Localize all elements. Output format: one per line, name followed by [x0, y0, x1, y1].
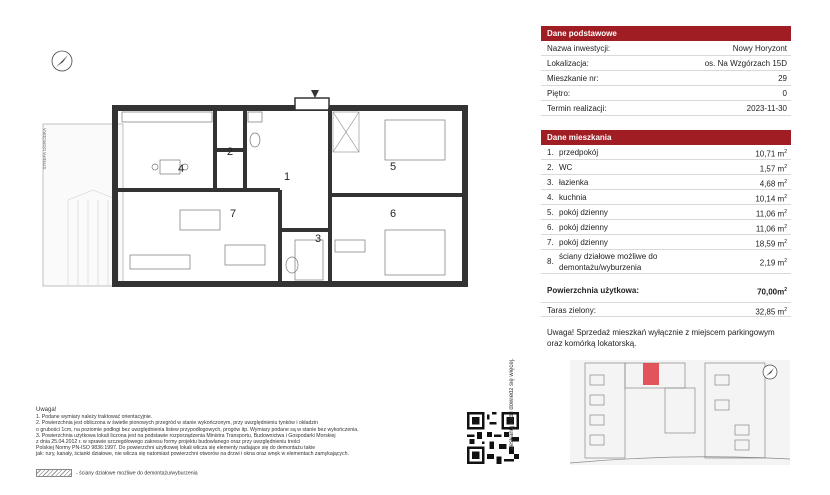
- info-row-apartment-number: Mieszkanie nr: 29: [541, 71, 791, 86]
- compass-icon: [52, 51, 72, 71]
- room-row: 8. ściany działowe możliwe do demontażu/wyburzenia 2,19 $m^2$: [541, 250, 791, 274]
- room-row: 1. przedpokój 10,71 $m^2$: [541, 145, 791, 160]
- room-number: 2: [227, 146, 234, 158]
- terrace-row: Taras zielony: 32,85 $m^2$: [541, 302, 791, 317]
- room-number: 4: [178, 163, 185, 175]
- room-row: 5. pokój dzienny 11,06 $m^2$: [541, 205, 791, 220]
- apartment-location-highlight: [643, 363, 659, 385]
- room-number: 3: [315, 233, 322, 245]
- note-line: z dnia 25.04.2012 r. w sprawie szczegółowego zakresu formy projektu budowlanego oraz przy uwzględnieniu treści: [36, 439, 301, 446]
- note-line: Polskiej Normy PN-ISO 9836:1997. Do powierzchni użytkowej lokali wlicza się elementy nadające się do demontażu takie: [36, 445, 316, 452]
- info-row-floor: Piętro: 0: [541, 86, 791, 101]
- apartment-data-header: Dane mieszkania: [541, 130, 791, 145]
- info-row-location: Lokalizacja: os. Na Wzgórzach 15D: [541, 56, 791, 71]
- note-line: 2. Powierzchnia jest obliczona w świetle pionowych przegród w stanie wykończonym, przy uwzględnieniu tynków i okładzin: [36, 420, 318, 427]
- room-number: 1: [284, 171, 291, 183]
- room-row: 2. WC 1,57 $m^2$: [541, 160, 791, 175]
- sale-warning: Uwaga! Sprzedaż mieszkań wyłącznie z miejscem parkingowym oraz komórką lokatorską.: [547, 328, 775, 348]
- entrance-arrow-icon: [311, 90, 319, 98]
- notes-title: Uwaga!: [36, 407, 57, 413]
- info-row-investment: Nazwa inwestycji: Nowy Horyzont: [541, 41, 791, 56]
- qr-caption: Zeskanuj kod i dowiedz się więcej.: [509, 358, 515, 450]
- note-line: 3. Powierzchnia użytkowa lokali liczona jest na podstawie rozporządzenia Ministra Transportu, Budownictwa i Gospodarki Morskiej: [36, 432, 336, 439]
- wall-legend: - ściany działowe możliwe do demontażu/wyburzenia: [36, 469, 198, 477]
- room-number: 6: [390, 208, 397, 220]
- room-number: 5: [390, 161, 397, 173]
- room-row: 7. pokój dzienny 18,59 $m^2$: [541, 235, 791, 250]
- basic-data-header: Dane podstawowe: [541, 26, 791, 41]
- room-row: 4. kuchnia 10,14 $m^2$: [541, 190, 791, 205]
- site-compass-icon: [763, 365, 777, 379]
- usable-area-row: Powierzchnia użytkowa: $70,00m^2$: [547, 286, 787, 297]
- site-map: [570, 355, 795, 470]
- floor-plan: [30, 40, 470, 300]
- room-row: 3. łazienka 4,68 $m^2$: [541, 175, 791, 190]
- note-line: 1. Podane wymiary należy traktować orientacyjnie.: [36, 414, 153, 421]
- room-number: 7: [230, 208, 237, 220]
- note-line: o grubości 1cm, na poziomie podłogi bez uwzględnienia listew przypodłogowych, progów itp. Wymiary podane są w stanie bez wykończenia.: [36, 426, 359, 433]
- terrace-side-label: STREFA OGRÓDKA: [42, 128, 47, 170]
- info-row-completion: Termin realizacji: 2023-11-30: [541, 101, 791, 116]
- note-line: jak: rury, kanały, ścianki działowe, nie wlicza się natomiast powierzchni otworów na drzwi i okna oraz wnęk w elementach zamykających.: [36, 451, 349, 458]
- hatch-swatch: [36, 469, 72, 477]
- notes: [36, 407, 426, 458]
- room-row: 6. pokój dzienny 11,06 $m^2$: [541, 220, 791, 235]
